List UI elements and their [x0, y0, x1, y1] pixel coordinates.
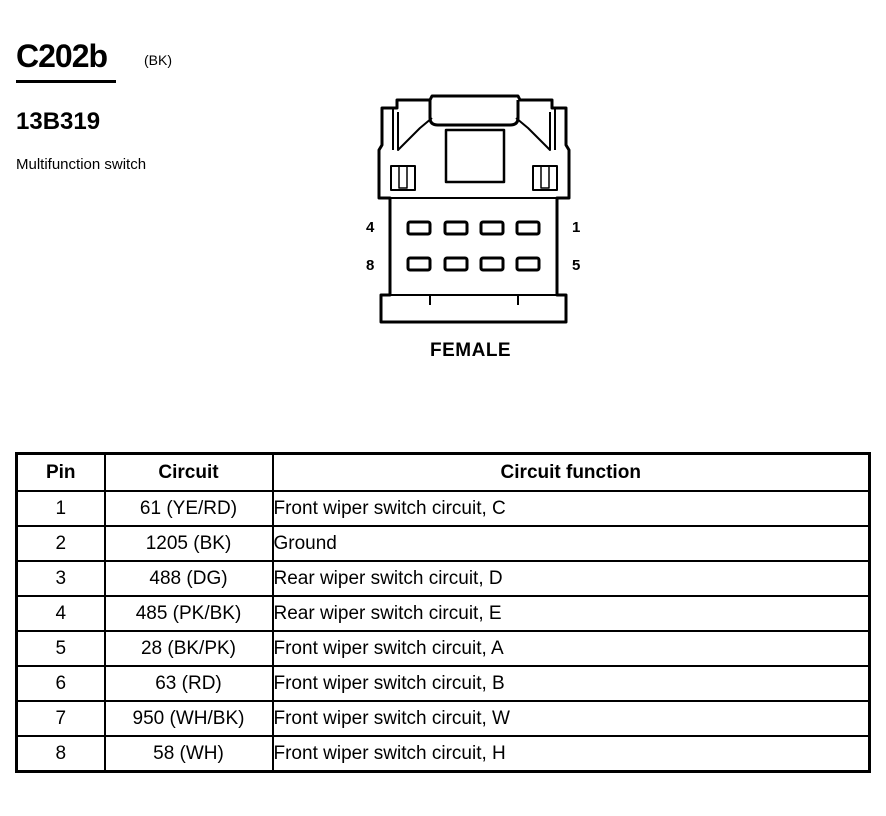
connector-gender: FEMALE: [430, 340, 512, 361]
header-circuit-function: Circuit function: [273, 454, 870, 492]
table-row: [17, 701, 870, 736]
header-circuit: Circuit: [105, 454, 273, 492]
pin-cell: 3: [17, 561, 105, 596]
pin-label-top-right: 1: [572, 219, 581, 236]
connector-id-underline: [16, 80, 116, 83]
pin-cell: 4: [17, 596, 105, 631]
circuit-cell: 485 (PK/BK): [105, 596, 273, 631]
table-row: [17, 736, 870, 772]
pin-cell: 5: [17, 631, 105, 666]
table-row: [17, 666, 870, 701]
connector-color-code: (BK): [144, 52, 172, 68]
table-row: [17, 631, 870, 666]
table-header-row: [17, 454, 870, 492]
circuit-cell: 63 (RD): [105, 666, 273, 701]
table-row: [17, 596, 870, 631]
circuit-function-cell: Ground: [273, 526, 870, 561]
latch-cap: [430, 100, 518, 125]
latch-window: [446, 130, 504, 182]
pin-5-cavity: [517, 258, 539, 270]
pin-cell: 6: [17, 666, 105, 701]
pin-label-bottom-right: 5: [572, 257, 581, 274]
connector-id: C202b: [16, 38, 108, 74]
circuit-function-cell: Front wiper switch circuit, B: [273, 666, 870, 701]
circuit-cell: 58 (WH): [105, 736, 273, 772]
circuit-function-cell: Front wiper switch circuit, A: [273, 631, 870, 666]
component-name: Multifunction switch: [16, 156, 147, 173]
pin-cell: 7: [17, 701, 105, 736]
pin-8-cavity: [408, 258, 430, 270]
circuit-cell: 950 (WH/BK): [105, 701, 273, 736]
table-row: [17, 526, 870, 561]
circuit-cell: 1205 (BK): [105, 526, 273, 561]
circuit-function-cell: Front wiper switch circuit, W: [273, 701, 870, 736]
pin-1-cavity: [517, 222, 539, 234]
circuit-function-cell: Front wiper switch circuit, H: [273, 736, 870, 772]
circuit-cell: 28 (BK/PK): [105, 631, 273, 666]
table-row: [17, 491, 870, 526]
circuit-function-cell: Rear wiper switch circuit, D: [273, 561, 870, 596]
circuit-cell: 488 (DG): [105, 561, 273, 596]
part-number: 13B319: [16, 108, 101, 135]
pin-7-cavity: [445, 258, 467, 270]
connector-face-diagram: [355, 90, 595, 340]
circuit-cell: 61 (YE/RD): [105, 491, 273, 526]
pin-cell: 2: [17, 526, 105, 561]
pin-4-cavity: [408, 222, 430, 234]
pin-cell: 1: [17, 491, 105, 526]
header-pin: Pin: [17, 454, 105, 492]
right-guide-slot: [533, 166, 557, 190]
table-row: [17, 561, 870, 596]
pin-2-cavity: [481, 222, 503, 234]
circuit-function-cell: Front wiper switch circuit, C: [273, 491, 870, 526]
pin-cell: 8: [17, 736, 105, 772]
pin-3-cavity: [445, 222, 467, 234]
pinout-table: [15, 452, 871, 773]
left-guide-slot: [391, 166, 415, 190]
pin-label-top-left: 4: [366, 219, 375, 236]
pin-6-cavity: [481, 258, 503, 270]
circuit-function-cell: Rear wiper switch circuit, E: [273, 596, 870, 631]
pin-label-bottom-left: 8: [366, 257, 375, 274]
